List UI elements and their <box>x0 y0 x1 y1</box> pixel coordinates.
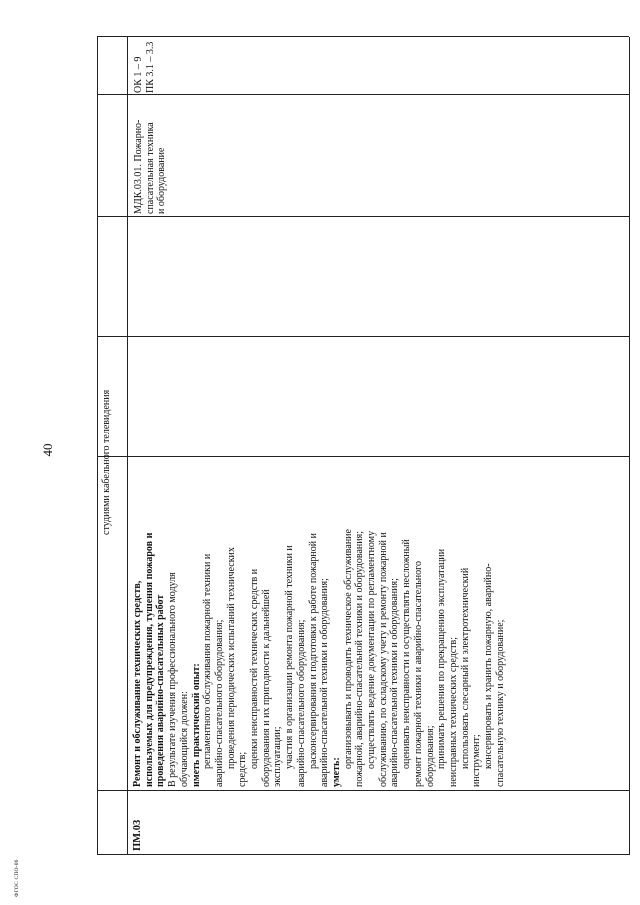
col-border <box>97 36 629 37</box>
col-border <box>97 216 629 217</box>
row-separator <box>127 37 128 855</box>
col-border <box>97 94 629 95</box>
skill-line: консервировать и хранить пожарную, аварийно- <box>483 563 495 769</box>
skill-line: пожарной, аварийно-спасательной техники и оборудования; <box>354 530 366 787</box>
skill-line: осуществлять ведение документации по регламентному <box>366 530 378 769</box>
col-border <box>97 790 629 791</box>
table-bottom-border <box>629 37 630 855</box>
module-code: ПМ.03 <box>132 819 143 851</box>
experience-line: расконсервирования и подготовки к работе пожарной и <box>307 533 319 769</box>
module-title-line: Ремонт и обслуживание технических средств, <box>132 580 143 787</box>
mdk-line: МДК.03.01. Пожарно- <box>133 119 144 214</box>
previous-row-text: студиями кабельного телевидения <box>101 389 112 535</box>
competency-line: ПК 3.1 – 3.3 <box>144 41 156 93</box>
skill-line: обслуживанию, по складскому учету и ремонту пожарной и <box>377 532 389 787</box>
mdk-line: спасательная техника <box>144 122 156 214</box>
skill-line: ремонт пожарной техники и аварийно-спасательного <box>412 561 424 787</box>
skill-line: использовать слесарный и электротехнический <box>459 567 471 769</box>
experience-line: участия в организации ремонта пожарной техники и <box>284 545 296 769</box>
curriculum-table <box>97 37 629 855</box>
skills-list <box>343 461 507 787</box>
module-intro-line: обучающийся должен: <box>178 691 190 787</box>
skill-line: оборудования; <box>424 725 436 787</box>
experience-line: аварийно-спасательного оборудования; <box>295 619 307 787</box>
col-border <box>97 854 629 855</box>
module-title-line: проведения аварийно-спасательных работ <box>155 594 167 787</box>
experience-line: регламентного обслуживания пожарной техники и <box>202 553 214 769</box>
skill-line: аварийно-спасательной техники и оборудования; <box>389 578 401 787</box>
experience-line: эксплуатации; <box>272 726 284 787</box>
col-border <box>97 456 629 457</box>
skill-line: принимать решения по прекращению эксплуатации <box>436 548 448 769</box>
experience-heading: иметь практический опыт: <box>190 663 202 787</box>
module-intro-line: В результате изучения профессионального модуля <box>167 572 179 787</box>
experience-line: аварийно-спасательной техники и оборудования; <box>319 578 331 787</box>
col-border <box>97 336 629 337</box>
skill-line: организовывать и проводить техническое обслуживание <box>342 529 354 769</box>
competency-line: ОК 1 – 9 <box>133 56 144 93</box>
experience-line: оборудования и их пригодности к дальнейшей <box>260 589 272 787</box>
mdk-cell <box>133 96 168 214</box>
footer-code: ФГОС СПО-06 <box>14 859 20 897</box>
module-intro <box>167 461 190 787</box>
experience-list <box>202 461 331 787</box>
experience-line: средств; <box>237 751 249 787</box>
competencies-cell <box>133 41 156 93</box>
page-number: 40 <box>40 443 55 457</box>
skills-heading: уметь: <box>330 757 342 787</box>
skill-line: оценивать неисправности и осуществлять несложный <box>401 539 413 769</box>
module-description <box>132 461 507 787</box>
table-top-border <box>97 37 98 855</box>
skill-line: инструмент; <box>471 734 483 787</box>
skill-line: неисправных технических средств; <box>447 636 459 787</box>
mdk-line: и оборудование <box>156 147 168 214</box>
module-title <box>132 461 167 787</box>
module-title-line: используемых для предупреждения, тушения пожаров и <box>143 532 155 787</box>
skill-line: спасательную технику и оборудование; <box>494 619 506 787</box>
experience-line: оценки неисправностей технических средств и <box>249 568 261 769</box>
experience-line: проведения периодических испытаний технических <box>225 547 237 769</box>
experience-line: аварийно-спасательного оборудования; <box>213 619 225 787</box>
